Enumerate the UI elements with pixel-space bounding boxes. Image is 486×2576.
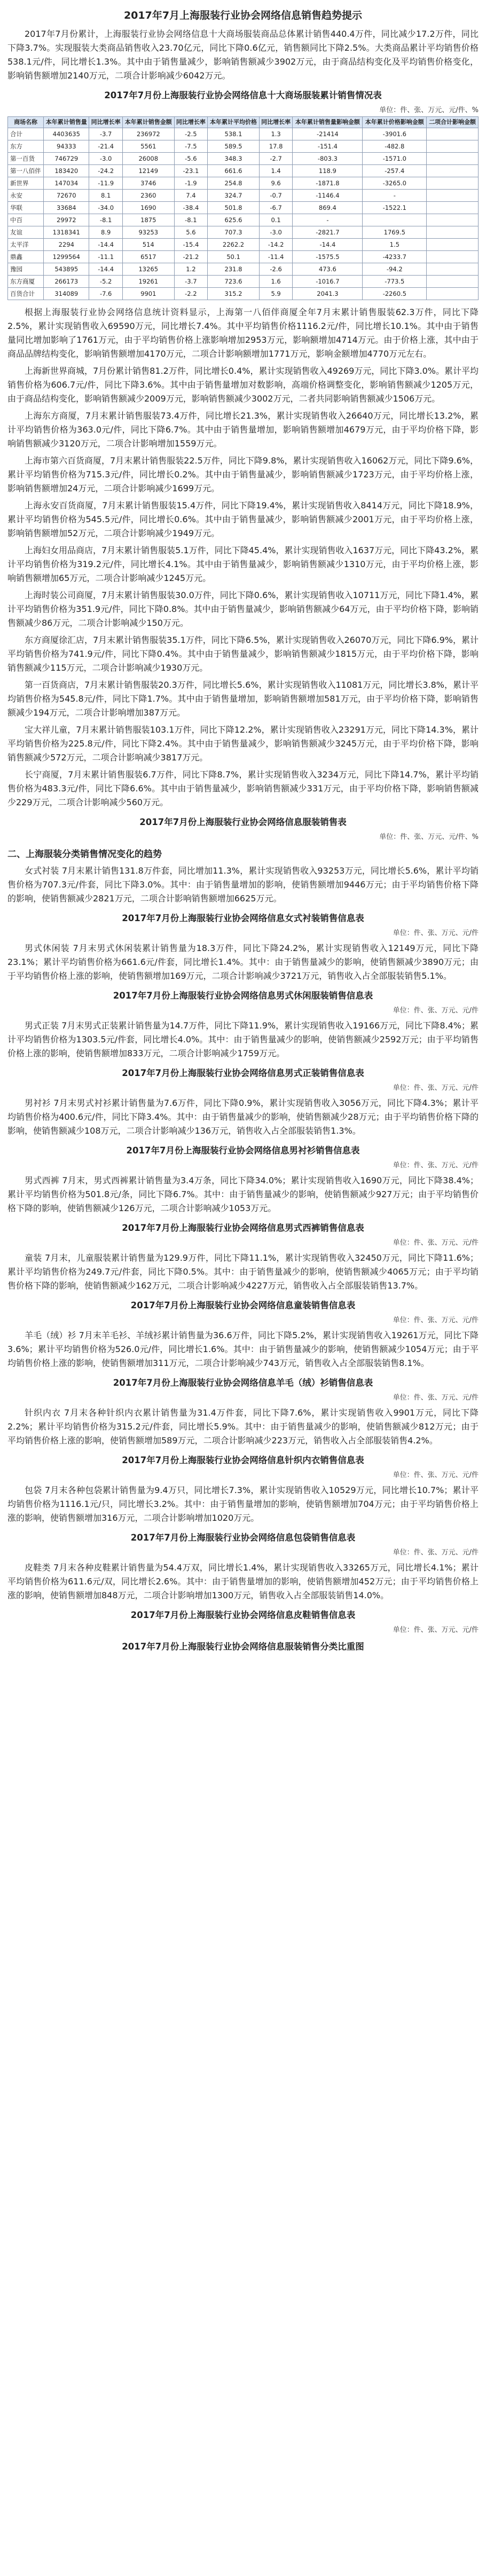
table-cell: 94333 bbox=[44, 140, 89, 153]
table-cell: -21414 bbox=[293, 128, 363, 140]
table2-caption: 2017年7月份上海服装行业协会网络信息服装销售表 bbox=[139, 817, 347, 827]
table-cell: 1.4 bbox=[259, 165, 292, 177]
table-header-cell: 本年累计价格影响金额 bbox=[363, 117, 427, 128]
table-cell-name: 第一百货 bbox=[8, 153, 44, 165]
table-cell: 8.9 bbox=[89, 226, 122, 239]
table-cell: 5.9 bbox=[259, 288, 292, 300]
table-cell-name: 东方 bbox=[8, 140, 44, 153]
table-cell: -3.7 bbox=[174, 276, 207, 288]
category-table-caption: 2017年7月份上海服装行业协会网络信息男衬衫销售信息表 bbox=[126, 1145, 360, 1156]
category-block bbox=[7, 1251, 479, 1324]
table-cell: 93253 bbox=[122, 226, 174, 239]
table-header-row bbox=[8, 117, 479, 128]
category-table-caption: 2017年7月份上海服装行业协会网络信息包袋销售信息表 bbox=[130, 1533, 356, 1543]
category-table-unit: 单位：件、张、万元、元/件 bbox=[393, 1626, 479, 1634]
table-row bbox=[8, 128, 479, 140]
table-row bbox=[8, 276, 479, 288]
table-cell: -34.0 bbox=[89, 202, 122, 214]
table-row bbox=[8, 140, 479, 153]
table-cell: 33684 bbox=[44, 202, 89, 214]
category-table-unit: 单位：件、张、万元、元/件 bbox=[393, 1549, 479, 1557]
category-paragraph: 女式衬装 7月末累计销售131.8万件套，同比增加11.3%，累计实现销售收入93253万元，同比增长5.6%，累计平均销售价格为707.3元/件套，同比下降3.0%。其中：由于销售量增加的影响，使销售额增加9446万元；由于平均销售价格下降的影响，使销售额减少2821万元，二项合计影响销售额增加6625万元。 bbox=[7, 866, 479, 904]
table-cell: -1016.7 bbox=[293, 276, 363, 288]
table1-unit: 单位：件、张、万元、元/件、% bbox=[379, 106, 479, 114]
category-paragraph: 针织内衣 7月末各种针织内衣累计销售量为31.4万件套，同比下降7.6%，累计实现销售收入9901万元，同比下降2.2%；累计平均销售价格为315.2元/件套，同比增长5.9%。其中：由于销售量减少的影响，使销售额减少812万元；由于平均销售价格上涨的影响，使销售额增加589万元，二项合计影响减少223万元，销售收入占全部服装销售4.2%。 bbox=[7, 1408, 479, 1446]
category-block bbox=[7, 1483, 479, 1557]
table-cell: 5561 bbox=[122, 140, 174, 153]
table-cell: -6.7 bbox=[259, 202, 292, 214]
table-row bbox=[8, 153, 479, 165]
table-cell: 538.1 bbox=[208, 128, 260, 140]
table-cell: -11.1 bbox=[89, 251, 122, 263]
mall-paragraph: 上海妇女用品商店，7月末累计销售服装5.1万件，同比下降45.4%，累计实现销售收入1637万元，同比下降43.2%，累计平均销售价格为319.2元/件，同比增长4.1%。其中由于销售量减少，影响销售额减少1310万元，由于平均价格上涨，影响销售额增加65万元，二项合计影响减少1245万元。 bbox=[7, 545, 479, 583]
table-cell bbox=[427, 177, 479, 190]
table-cell-name: 新世界 bbox=[8, 177, 44, 190]
table-cell: 1299564 bbox=[44, 251, 89, 263]
category-block bbox=[7, 1096, 479, 1169]
table-header-cell: 二项合计影响金额 bbox=[427, 117, 479, 128]
table-cell: -1871.8 bbox=[293, 177, 363, 190]
table-cell bbox=[427, 128, 479, 140]
table-cell: -14.4 bbox=[89, 239, 122, 251]
table-cell: -257.4 bbox=[363, 165, 427, 177]
table-cell: 514 bbox=[122, 239, 174, 251]
table-cell: -1146.4 bbox=[293, 190, 363, 202]
mall-paragraph: 东方商厦徐汇店，7月末累计销售服装35.1万件，同比下降6.5%，累计实现销售收入26070万元，同比下降6.9%，累计平均销售价格为741.9元/件，同比下降0.4%。其中由于销售量减少，影响销售额减少1815万元，由于平均价格下降，影响销售额减少115万元，二项合计影响减少1930万元。 bbox=[7, 635, 479, 673]
category-table-caption: 2017年7月份上海服装行业协会网络信息男式休闲服装销售信息表 bbox=[113, 991, 373, 1001]
table-cell: 9901 bbox=[122, 288, 174, 300]
table-cell: -21.4 bbox=[89, 140, 122, 153]
table-cell: -2.7 bbox=[259, 153, 292, 165]
table-header-cell: 本年累计销售量影响金额 bbox=[293, 117, 363, 128]
table-cell: 1318341 bbox=[44, 226, 89, 239]
final-caption: 2017年7月份上海服装行业协会网络信息服装销售分类比重图 bbox=[122, 1642, 364, 1652]
table-cell bbox=[427, 153, 479, 165]
table-cell: 707.3 bbox=[208, 226, 260, 239]
table-cell: 231.8 bbox=[208, 263, 260, 276]
table-cell-name: 百货合计 bbox=[8, 288, 44, 300]
table-cell: 1.3 bbox=[259, 128, 292, 140]
table-row bbox=[8, 202, 479, 214]
mall-paragraph: 长宁商厦，7月末累计销售服装6.7万件，同比下降8.7%，累计实现销售收入3234万元，同比下降14.7%，累计平均销售价格为483.3元/件，同比下降6.6%。其中由于销售量减少，影响销售额减少331万元，由于平均价格下降，影响销售额减少229万元，二项合计影响减少560万元。 bbox=[7, 769, 479, 807]
table-cell: 1690 bbox=[122, 202, 174, 214]
section2-items bbox=[7, 864, 479, 1634]
table-cell: 17.8 bbox=[259, 140, 292, 153]
table-cell: 2262.2 bbox=[208, 239, 260, 251]
category-paragraph: 童装 7月末，儿童服装累计销售量为129.9万件，同比下降11.1%，累计实现销售收入32450万元，同比下降11.6%；累计平均销售价格为249.7元/件套，同比下降0.5%。其中：由于销售量减少的影响，使销售额减少4065万元；由于平均销售价格下降的影响，使销售额减少162万元，二项合计影响减少4227万元，销售收入占全部服装销售13.7%。 bbox=[7, 1253, 479, 1291]
category-paragraph: 男式西裤 7月末，男式西裤累计销售量为3.4万条，同比下降34.0%；累计实现销售收入1690万元，同比下降38.4%；累计平均销售价格为501.8元/条，同比下降6.7%。其中：由于销售量减少的影响，使销售额减少927万元；由于平均销售价格下降的影响，使销售额减少126万元，二项合计影响减少1053万元。 bbox=[7, 1175, 479, 1213]
table-cell: 8.1 bbox=[89, 190, 122, 202]
category-block bbox=[7, 1406, 479, 1479]
table-cell: 19261 bbox=[122, 276, 174, 288]
table-cell: 315.2 bbox=[208, 288, 260, 300]
table-cell: -482.8 bbox=[363, 140, 427, 153]
table-header-cell: 同比增长率 bbox=[259, 117, 292, 128]
table-cell: - bbox=[293, 214, 363, 226]
table-row bbox=[8, 226, 479, 239]
table-cell bbox=[427, 226, 479, 239]
category-table-caption: 2017年7月份上海服装行业协会网络信息男式西裤销售信息表 bbox=[122, 1223, 364, 1233]
table-cell bbox=[427, 251, 479, 263]
category-block bbox=[7, 941, 479, 1015]
table-cell: 4403635 bbox=[44, 128, 89, 140]
table-header-cell: 本年累计销售量 bbox=[44, 117, 89, 128]
table-cell bbox=[427, 288, 479, 300]
table-cell: 26008 bbox=[122, 153, 174, 165]
table-cell-name: 华联 bbox=[8, 202, 44, 214]
mall-paragraph: 上海东方商厦，7月末累计销售服装73.4万件，同比增长21.3%，累计实现销售收入26640万元，同比增长13.2%，累计平均销售价格为363.0元/件，同比下降6.7%。其中由于销售量增加，影响销售额增加4679万元，由于平均价格下降，影响销售额减少3120万元，二项合计影响增加1559万元。 bbox=[7, 411, 479, 449]
table-cell-name: 友谊 bbox=[8, 226, 44, 239]
table-cell: 0.1 bbox=[259, 214, 292, 226]
table-cell: -14.2 bbox=[259, 239, 292, 251]
table-cell: 12149 bbox=[122, 165, 174, 177]
table-cell: 314089 bbox=[44, 288, 89, 300]
table-cell-name: 鼎鑫 bbox=[8, 251, 44, 263]
table-cell: 543895 bbox=[44, 263, 89, 276]
category-paragraph: 男式正装 7月末男式正装累计销售量为14.7万件，同比下降11.9%，累计实现销售收入19166万元，同比下降8.4%；累计平均销售价格为1303.5元/件套，同比增长4.0%。其中：由于销售量减少的影响，使销售额减少2592万元；由于平均销售价格上涨的影响，使销售额增加833万元，二项合计影响减少1759万元。 bbox=[7, 1020, 479, 1058]
table-row bbox=[8, 177, 479, 190]
table-cell-name: 太平洋 bbox=[8, 239, 44, 251]
table-cell: 589.5 bbox=[208, 140, 260, 153]
table-cell: 324.7 bbox=[208, 190, 260, 202]
table-cell: -38.4 bbox=[174, 202, 207, 214]
category-block bbox=[7, 1329, 479, 1402]
table-cell: 5.6 bbox=[174, 226, 207, 239]
section2-heading: 二、上海服装分类销售情况变化的趋势 bbox=[7, 849, 162, 860]
table-cell bbox=[427, 140, 479, 153]
mall-sales-table bbox=[7, 116, 479, 300]
table-row bbox=[8, 239, 479, 251]
table-cell-name: 东方商厦 bbox=[8, 276, 44, 288]
table-cell: -1522.1 bbox=[363, 202, 427, 214]
table-cell: -773.5 bbox=[363, 276, 427, 288]
table-cell: -1575.5 bbox=[293, 251, 363, 263]
category-paragraph: 皮鞋类 7月末各种皮鞋累计销售量为54.4万双，同比增长1.4%，累计实现销售收入33265万元，同比增长4.1%；累计平均销售价格为611.6元/双，同比增长2.6%。其中：由于销售量增加的影响，使销售额增加452万元；由于平均销售价格上涨的影响，使销售额增加848万元，二项合计影响增加1300万元，销售收入占全部服装销售14.0%。 bbox=[7, 1562, 479, 1600]
table-row bbox=[8, 251, 479, 263]
table-cell: 236972 bbox=[122, 128, 174, 140]
table-cell: -11.9 bbox=[89, 177, 122, 190]
table-cell: 501.8 bbox=[208, 202, 260, 214]
table-cell bbox=[427, 263, 479, 276]
table-cell bbox=[427, 276, 479, 288]
table-cell: -2.6 bbox=[259, 263, 292, 276]
table-cell: -15.4 bbox=[174, 239, 207, 251]
table-cell: -2821.7 bbox=[293, 226, 363, 239]
category-table-caption: 2017年7月份上海服装行业协会网络信息针织内衣销售信息表 bbox=[122, 1455, 364, 1465]
table-cell: -2260.5 bbox=[363, 288, 427, 300]
table-cell: -2.2 bbox=[174, 288, 207, 300]
category-block bbox=[7, 1174, 479, 1247]
table-cell: 2294 bbox=[44, 239, 89, 251]
table-cell: 2360 bbox=[122, 190, 174, 202]
table1-caption: 2017年7月份上海服装行业协会网络信息十大商场服装累计销售情况表 bbox=[104, 90, 382, 100]
table-cell: 29972 bbox=[44, 214, 89, 226]
category-table-caption: 2017年7月份上海服装行业协会网络信息女式衬装销售信息表 bbox=[122, 913, 364, 923]
table-cell: 473.6 bbox=[293, 263, 363, 276]
mall-paragraph: 根据上海服装行业协会网络信息统计资料显示，上海第一八佰伴商厦全年7月末累计销售服装62.3万件，同比下降2.5%，累计实现销售收入69590万元，同比增长7.4%。其中平均销售价格1116.2元/件，同比增长10.1%。其中由于销售量同比增加影响了1761万元，由于平均销售价格上涨影响增加2953万元，影响额增加4714万元。由于价格上涨，其中由于商品品牌结构变化，影响销售额增加4170万元，二项合计影响额增加1771万元，影响金额增加4770万元左右。 bbox=[7, 307, 479, 359]
table-cell: 147034 bbox=[44, 177, 89, 190]
mall-paragraph: 上海时装公司商厦，7月末累计销售服装30.0万件，同比下降0.6%，累计实现销售收入10711万元，同比下降1.4%，累计平均销售价格为351.9元/件，同比下降0.8%。其中由于销售量减少，影响销售额减少64万元，由于平均价格下降，影响销售额减少86万元，二项合计影响减少150万元。 bbox=[7, 590, 479, 628]
table-cell: 1.6 bbox=[259, 276, 292, 288]
table-cell: -94.2 bbox=[363, 263, 427, 276]
table-cell: -3.7 bbox=[89, 128, 122, 140]
table-cell: -1.9 bbox=[174, 177, 207, 190]
table-cell: -1571.0 bbox=[363, 153, 427, 165]
mall-paragraph: 宝大祥儿童，7月末累计销售服装103.1万件，同比下降12.2%，累计实现销售收入23291万元，同比下降14.3%，累计平均销售价格为225.8元/件，同比下降2.4%。其中由于销售量减少，影响销售额减少3245万元，由于平均价格下降，影响销售额减少572万元，二项合计影响减少3817万元。 bbox=[7, 725, 479, 763]
table-cell: 1.5 bbox=[363, 239, 427, 251]
table-cell: 254.8 bbox=[208, 177, 260, 190]
table-cell: -7.5 bbox=[174, 140, 207, 153]
category-table-unit: 单位：件、张、万元、元/件 bbox=[393, 1316, 479, 1324]
category-block bbox=[7, 1561, 479, 1634]
table-cell: -3265.0 bbox=[363, 177, 427, 190]
table-row bbox=[8, 288, 479, 300]
table-cell: 183420 bbox=[44, 165, 89, 177]
mall-paragraph: 上海新世界商城，7月份累计销售81.2万件，同比增长0.4%，累计实现销售收入49269万元，同比下降3.0%。累计平均销售价格为606.7元/件，同比下降3.6%。其中由于销售量增加对数影响，高端价格调整变化，影响销售额减少1205万元，由于商品结构变化，影响销售额减少2009万元，影响销售额减少3002万元，二者共同影响销售额减少1506万元。 bbox=[7, 366, 479, 404]
table-cell-name: 合计 bbox=[8, 128, 44, 140]
category-paragraph: 男式休闲装 7月末男式休闲装累计销售量为18.3万件，同比下降24.2%，累计实现销售收入12149万元，同比下降23.1%；累计平均销售价格为661.6元/件套，同比增长1.4%。其中：由于销售量减少的影响，使销售额减少3890万元；由于平均销售价格上涨的影响，使销售额增加169万元，二项合计影响减少3721万元，销售收入占全部服装销售5.1%。 bbox=[7, 943, 479, 981]
table-cell: - bbox=[363, 190, 427, 202]
table-row bbox=[8, 190, 479, 202]
category-table-unit: 单位：件、张、万元、元/件 bbox=[393, 1394, 479, 1402]
table-cell: -4233.7 bbox=[363, 251, 427, 263]
table2-unit: 单位：件、张、万元、元/件、% bbox=[379, 833, 479, 841]
table-cell: -3.0 bbox=[259, 226, 292, 239]
category-table-unit: 单位：件、张、万元、元/件 bbox=[393, 1007, 479, 1015]
table-row bbox=[8, 165, 479, 177]
category-table-caption: 2017年7月份上海服装行业协会网络信息羊毛（绒）衫销售信息表 bbox=[113, 1378, 373, 1388]
table-cell: 2041.3 bbox=[293, 288, 363, 300]
table-cell: 7.4 bbox=[174, 190, 207, 202]
table-cell: -21.2 bbox=[174, 251, 207, 263]
table-row bbox=[8, 263, 479, 276]
category-table-unit: 单位：件、张、万元、元/件 bbox=[393, 1161, 479, 1169]
table-cell: -23.1 bbox=[174, 165, 207, 177]
table-cell bbox=[427, 190, 479, 202]
table-cell: 50.1 bbox=[208, 251, 260, 263]
document-title: 2017年7月上海服装行业协会网络信息销售趋势提示 bbox=[123, 10, 363, 21]
table-cell bbox=[427, 202, 479, 214]
category-paragraph: 包袋 7月末各种包袋累计销售量为9.4万只，同比增长7.3%，累计实现销售收入10529万元，同比增长10.7%；累计平均销售价格为1116.1元/只，同比增长3.2%。其中：由于销售量增加的影响，使销售额增加704万元；由于平均销售价格上涨的影响，使销售额增加316万元，二项合计影响增加1020万元。 bbox=[7, 1485, 479, 1523]
table-header-cell: 同比增长率 bbox=[174, 117, 207, 128]
table-cell: -3901.6 bbox=[363, 128, 427, 140]
category-table-unit: 单位：件、张、万元、元/件 bbox=[393, 1084, 479, 1092]
table-cell bbox=[427, 239, 479, 251]
table-cell: -5.6 bbox=[174, 153, 207, 165]
table-cell-name: 中百 bbox=[8, 214, 44, 226]
table-cell: 661.6 bbox=[208, 165, 260, 177]
table-cell: 118.9 bbox=[293, 165, 363, 177]
category-table-unit: 单位：件、张、万元、元/件 bbox=[393, 1239, 479, 1247]
intro-paragraph: 2017年7月份累计，上海服装行业协会网络信息十大商场服装商品总体累计销售440.4万件，同比减少17.2万件，同比下降3.7%。实现服装大类商品销售收入23.70亿元，同比下降0.6亿元，销售额同比下降2.5%。大类商品累计平均销售价格538.1元/件，同比增长1.3%。其中由于销售量减少，影响销售额减少3902万元，由于商品结构变化及平均销售价格变化，影响销售额增加2140万元，二项合计影响减少6042万元。 bbox=[7, 29, 479, 81]
category-table-caption: 2017年7月份上海服装行业协会网络信息童装销售信息表 bbox=[130, 1300, 356, 1310]
table-cell-name: 永安 bbox=[8, 190, 44, 202]
table-cell: 9.6 bbox=[259, 177, 292, 190]
table-row bbox=[8, 214, 479, 226]
table-cell: 625.6 bbox=[208, 214, 260, 226]
table-cell-name: 第一八佰伴 bbox=[8, 165, 44, 177]
table-cell: -8.1 bbox=[89, 214, 122, 226]
category-table-unit: 单位：件、张、万元、元/件 bbox=[393, 1471, 479, 1479]
table-cell: 3746 bbox=[122, 177, 174, 190]
table-cell: 348.3 bbox=[208, 153, 260, 165]
table-cell: -14.4 bbox=[293, 239, 363, 251]
table-cell: -0.7 bbox=[259, 190, 292, 202]
category-table-caption: 2017年7月份上海服装行业协会网络信息皮鞋销售信息表 bbox=[130, 1610, 356, 1620]
table-cell: -24.2 bbox=[89, 165, 122, 177]
table-cell: -8.1 bbox=[174, 214, 207, 226]
table-cell: 13265 bbox=[122, 263, 174, 276]
table-cell-name: 豫园 bbox=[8, 263, 44, 276]
mall-paragraph: 第一百货商店，7月末累计销售服装20.3万件，同比增长5.6%，累计实现销售收入11081万元，同比增长3.8%，累计平均销售价格为545.8元/件，同比下降1.7%。其中由于销售量增加，影响销售额增加581万元，由于平均价格下降，影响销售额减少194万元，二项合计影响增加387万元。 bbox=[7, 680, 479, 718]
table-cell: 723.6 bbox=[208, 276, 260, 288]
table-cell: -151.4 bbox=[293, 140, 363, 153]
table-cell: 746729 bbox=[44, 153, 89, 165]
mall-paragraph: 上海市第六百货商厦，7月末累计销售服装22.5万件，同比下降9.8%，累计实现销售收入16062万元，同比下降9.6%，累计平均销售价格为715.3元/件，同比增长0.2%。其中由于销售量减少，影响销售额减少1723万元，由于平均价格上涨，影响销售额增加24万元，二项合计影响减少1699万元。 bbox=[7, 455, 479, 493]
mall-paragraph: 上海永安百货商厦，7月末累计销售服装15.4万件，同比下降19.4%，累计实现销售收入8414万元，同比下降18.9%，累计平均销售价格为545.5元/件，同比增长0.6%。其中由于销售量减少，影响销售额减少2001万元，由于平均价格上涨，影响销售额增加52万元，二项合计影响减少1949万元。 bbox=[7, 500, 479, 538]
table-cell bbox=[363, 214, 427, 226]
table-header-cell: 本年累计销售金额 bbox=[122, 117, 174, 128]
category-paragraph: 男衬衫 7月末男式衬衫累计销售量为7.6万件，同比下降0.9%，累计实现销售收入3056万元，同比下降4.3%；累计平均销售价格为400.6元/件，同比下降3.4%。其中：由于销售量减少的影响，使销售额减少28万元；由于平均销售价格下降的影响，使销售额减少108万元，二项合计影响减少136万元，销售收入占全部服装销售1.3%。 bbox=[7, 1098, 479, 1136]
category-table-caption: 2017年7月份上海服装行业协会网络信息男式正装销售信息表 bbox=[122, 1068, 364, 1078]
table-header-cell: 本年累计平均价格 bbox=[208, 117, 260, 128]
table-cell: 266173 bbox=[44, 276, 89, 288]
table-cell: -11.4 bbox=[259, 251, 292, 263]
category-paragraph: 羊毛（绒）衫 7月末羊毛衫、羊绒衫累计销售量为36.6万件，同比下降5.2%，累计实现销售收入19261万元，同比下降3.6%；累计平均销售价格为526.0元/件，同比增长1.6%。其中：由于销售量减少的影响，使销售额减少1054万元；由于平均销售价格上涨的影响，使销售额增加311万元，二项合计影响减少743万元，销售收入占全部服装销售8.1%。 bbox=[7, 1330, 479, 1368]
table-cell bbox=[427, 214, 479, 226]
table-cell: -7.6 bbox=[89, 288, 122, 300]
table-cell: 1875 bbox=[122, 214, 174, 226]
table-cell: 1769.5 bbox=[363, 226, 427, 239]
category-block bbox=[7, 864, 479, 937]
table-cell: -5.2 bbox=[89, 276, 122, 288]
category-block bbox=[7, 1019, 479, 1092]
category-table-unit: 单位：件、张、万元、元/件 bbox=[393, 929, 479, 937]
table-cell: -14.4 bbox=[89, 263, 122, 276]
table-cell: -3.0 bbox=[89, 153, 122, 165]
table-cell: 6517 bbox=[122, 251, 174, 263]
table-cell: -2.5 bbox=[174, 128, 207, 140]
table-cell: 869.4 bbox=[293, 202, 363, 214]
table1-body bbox=[8, 128, 479, 300]
mall-paragraphs bbox=[7, 305, 479, 810]
table-cell: -803.3 bbox=[293, 153, 363, 165]
table-cell bbox=[427, 165, 479, 177]
table-header-cell: 同比增长率 bbox=[89, 117, 122, 128]
table-cell: 72670 bbox=[44, 190, 89, 202]
table-header-cell: 商场名称 bbox=[8, 117, 44, 128]
table-cell: 1.2 bbox=[174, 263, 207, 276]
